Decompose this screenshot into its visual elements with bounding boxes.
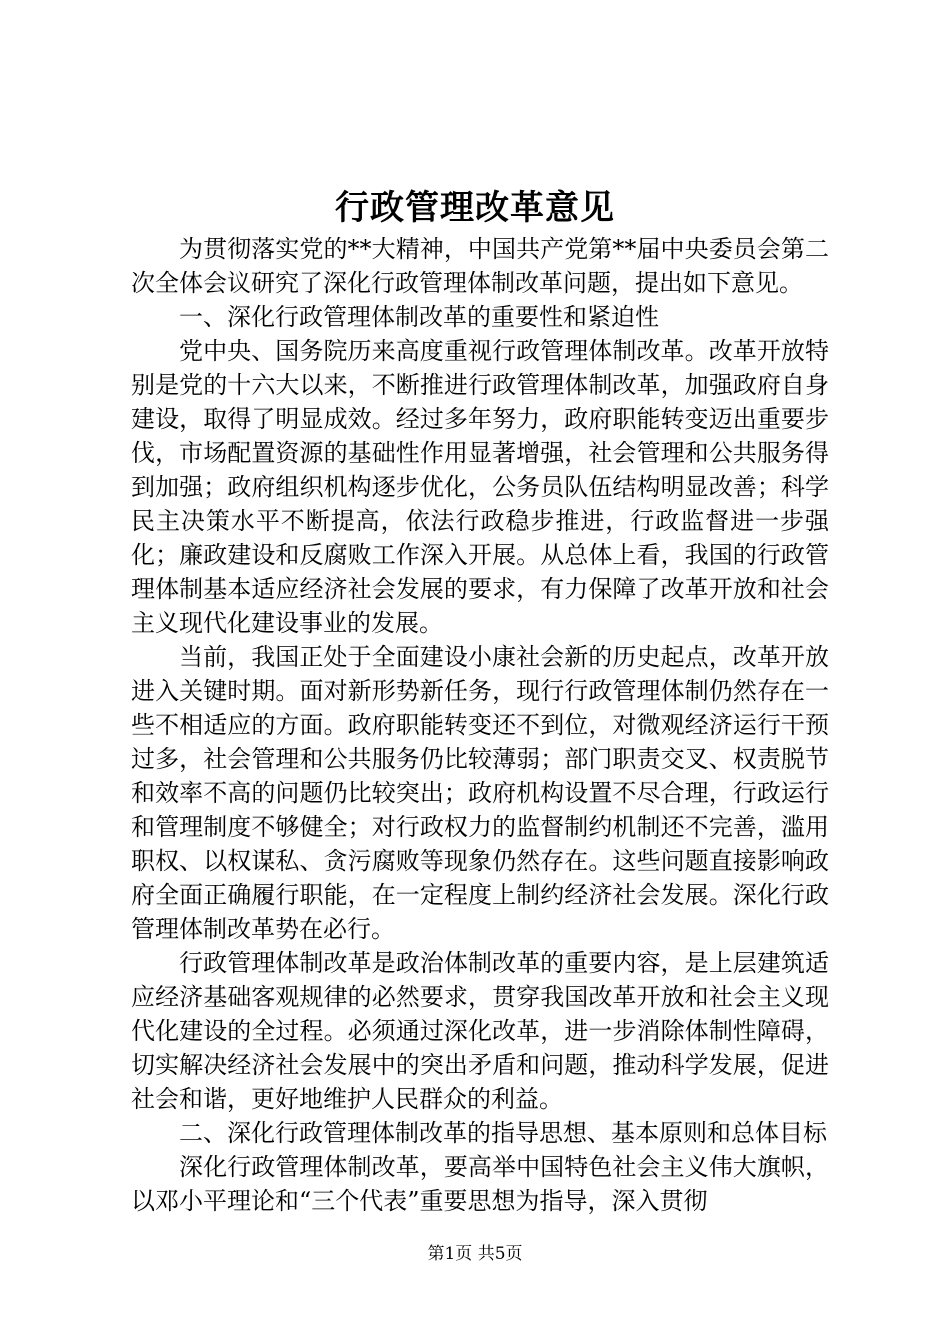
paragraph-4: 深化行政管理体制改革，要高举中国特色社会主义伟大旗帜，以邓小平理论和“三个代表”重要思想为指导，深入贯彻 xyxy=(131,1153,829,1215)
page-title: 行政管理改革意见 xyxy=(335,188,615,228)
document-body xyxy=(131,232,829,1218)
paragraph-3: 行政管理体制改革是政治体制改革的重要内容，是上层建筑适应经济基础客观规律的必然要求，贯穿我国改革开放和社会主义现代化建设的全过程。必须通过深化改革，进一步消除体制性障碍，切实解决经济社会发展中的突出矛盾和问题，推动科学发展，促进社会和谐，更好地维护人民群众的利益。 xyxy=(131,949,829,1113)
page-footer: 第1页 共5页 xyxy=(427,1244,523,1264)
paragraph-2: 当前，我国正处于全面建设小康社会新的历史起点，改革开放进入关键时期。面对新形势新任务，现行行政管理体制仍然存在一些不相适应的方面。政府职能转变还不到位，对微观经济运行干预过多，社会管理和公共服务仍比较薄弱；部门职责交叉、权责脱节和效率不高的问题仍比较突出；政府机构设置不尽合理，行政运行和管理制度不够健全；对行政权力的监督制约机制还不完善，滥用职权、以权谋私、贪污腐败等现象仍然存在。这些问题直接影响政府全面正确履行职能，在一定程度上制约经济社会发展。深化行政管理体制改革势在必行。 xyxy=(131,643,829,943)
section-heading-1: 一、深化行政管理体制改革的重要性和紧迫性 xyxy=(179,303,659,331)
paragraph-1: 党中央、国务院历来高度重视行政管理体制改革。改革开放特别是党的十六大以来，不断推进行政管理体制改革，加强政府自身建设，取得了明显成效。经过多年努力，政府职能转变迈出重要步伐，市场配置资源的基础性作用显著增强，社会管理和公共服务得到加强；政府组织机构逐步优化，公务员队伍结构明显改善；科学民主决策水平不断提高，依法行政稳步推进，行政监督进一步强化；廉政建设和反腐败工作深入开展。从总体上看，我国的行政管理体制基本适应经济社会发展的要求，有力保障了改革开放和社会主义现代化建设事业的发展。 xyxy=(131,337,829,637)
paragraph-intro: 为贯彻落实党的**大精神，中国共产党第**届中央委员会第二次全体会议研究了深化行政管理体制改革问题，提出如下意见。 xyxy=(131,235,829,297)
section-heading-2: 二、深化行政管理体制改革的指导思想、基本原则和总体目标 xyxy=(179,1119,827,1147)
